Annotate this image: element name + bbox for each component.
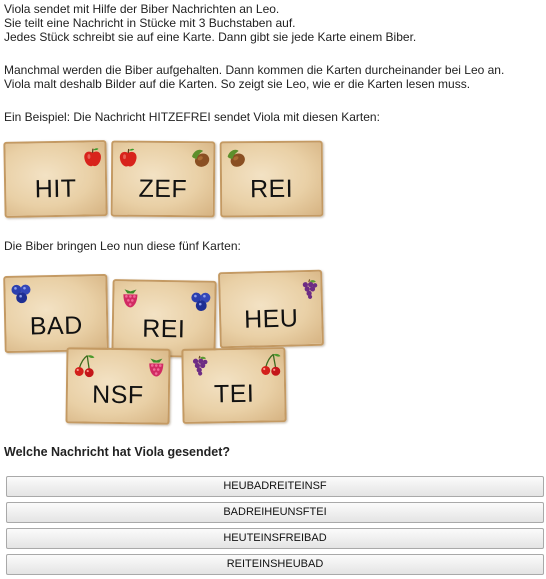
card-label: REI [141, 314, 186, 344]
intro-line-1: Viola sendet mit Hilfe der Biber Nachrichten an Leo. [4, 2, 280, 16]
grapes-icon [188, 354, 209, 376]
raspberry-icon [144, 353, 168, 377]
answer-button-4[interactable]: REITEINSHEUBAD [6, 554, 544, 575]
received-card-rei [111, 279, 216, 358]
grapes-icon [298, 278, 320, 301]
hazelnut-icon [226, 147, 248, 169]
card-label: REI [249, 174, 294, 204]
received-card-tei [181, 347, 286, 424]
card-label: HIT [34, 174, 77, 204]
raspberry-icon [118, 284, 142, 308]
answer-button-2[interactable]: BADREIHEUNSFTEI [6, 502, 544, 523]
cherries-icon [72, 353, 96, 377]
intro-line-5: Viola malt deshalb Bilder auf die Karten. So zeigt sie Leo, wie er die Karten lesen muss. [4, 77, 471, 91]
received-card-nsf [65, 347, 170, 424]
card-label: TEI [213, 379, 255, 409]
question: Welche Nachricht hat Viola gesendet? [4, 445, 230, 459]
intro-line-2: Sie teilt eine Nachricht in Stücke mit 3 Buchstaben auf. [4, 16, 296, 30]
apple-icon [117, 147, 139, 169]
intro-line-3: Jedes Stück schreibt sie auf eine Karte. Dann gibt sie jede Karte einem Biber. [4, 30, 417, 44]
blueberries-icon [9, 281, 33, 305]
card-label: HEU [243, 304, 299, 334]
card-label: NSF [91, 380, 144, 410]
card-label: BAD [29, 311, 84, 341]
example-card-zef [111, 141, 216, 218]
cherries-icon [258, 352, 282, 376]
blueberries-icon [189, 289, 213, 313]
answer-button-1[interactable]: HEUBADREITEINSF [6, 476, 544, 497]
received-intro: Die Biber bringen Leo nun diese fünf Karten: [4, 239, 241, 253]
received-card-heu [218, 270, 324, 349]
example-card-hit [3, 140, 107, 218]
example-intro: Ein Beispiel: Die Nachricht HITZEFREI sendet Viola mit diesen Karten: [4, 110, 380, 124]
apple-icon [81, 146, 103, 168]
answer-button-3[interactable]: HEUTEINSFREIBAD [6, 528, 544, 549]
example-card-rei [220, 141, 324, 218]
hazelnut-icon [190, 147, 212, 169]
received-card-bad [3, 274, 109, 353]
intro-line-4: Manchmal werden die Biber aufgehalten. Dann kommen die Karten durcheinander bei Leo an. [4, 63, 505, 77]
card-label: ZEF [138, 174, 188, 204]
